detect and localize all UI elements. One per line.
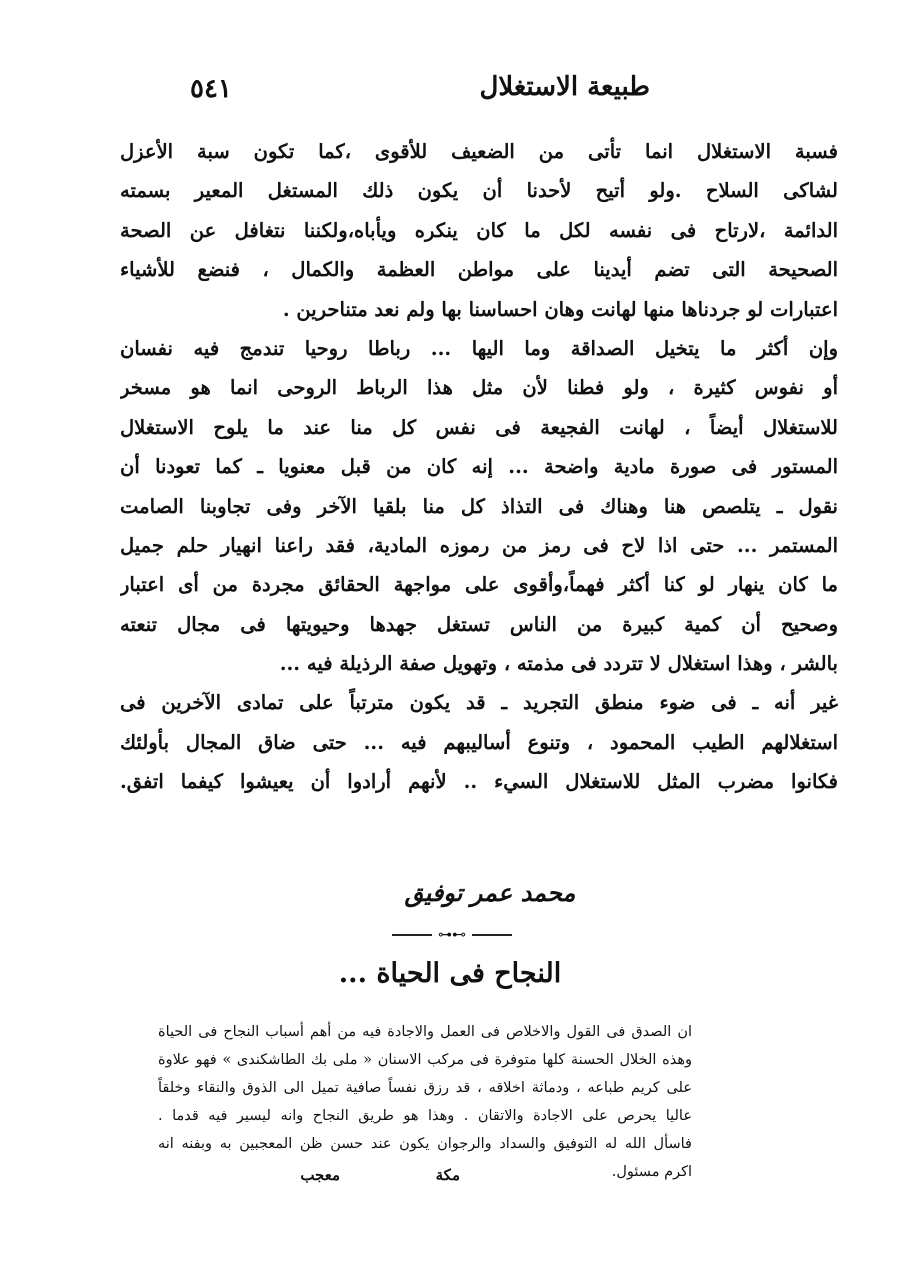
body-line: فسبة الاستغلال انما تأتى من الضعيف للأقوى ،كما تكون سبة الأعزل: [120, 140, 838, 163]
body-line: الدائمة ،لارتاح فى نفسه لكل ما كان ينكره ويأباه،ولكننا نتغافل عن الصحة: [120, 218, 838, 242]
section-line: اكرم مسئول.: [611, 1164, 692, 1180]
author-signature: محمد عمر توفيق: [404, 878, 576, 907]
body-line: المستور فى صورة مادية واضحة ... إنه كان من قبل معنويا ـ كما تعودنا أن: [120, 455, 838, 479]
body-line: للاستغلال أيضاً ، لهانت الفجيعة فى نفس كل منا عند ما يلوح الاستغلال: [120, 415, 838, 439]
body-line: غير أنه ـ فى ضوء منطق التجريد ـ قد يكون مترتباً على تمادى الآخرين فى: [120, 691, 838, 715]
running-title: طبيعة الاستغلال: [479, 72, 650, 102]
page-number: ٥٤١: [190, 74, 232, 104]
divider-rule-right: [472, 934, 512, 936]
body-line: أو نفوس كثيرة ، ولو فطنا لأن مثل هذا الرباط الروحى انما هو مسخر: [120, 376, 838, 400]
body-line: الصحيحة التى تضم أيدينا على مواطن العظمة والكمال ، فنضع للأشياء: [120, 258, 838, 282]
body-line: اعتبارات لو جردناها منها لهانت وهان احساسنا بها ولم نعد متناحرين .: [282, 297, 838, 321]
section-divider-ornament: [392, 926, 512, 944]
article-body: [120, 132, 838, 802]
body-line: ما كان ينهار لو كنا أكثر فهماً،وأقوى على مواجهة الحقائق مجردة من أى اعتبار: [120, 573, 838, 597]
section-line: على كريم طباعه ، ودماثة اخلاقه ، قد رزق نفساً صافية تميل الى الذوق والنقاء وخلقاً: [158, 1080, 692, 1096]
page-header: [190, 72, 650, 112]
body-line: وصحيح أن كمية كبيرة من الناس تستغل جهدها وحيويتها فى مجال تنعته: [120, 612, 838, 636]
divider-knot-icon: ⊶⊷: [438, 927, 466, 943]
footer-word-signoff: معجب: [300, 1166, 340, 1184]
section-footer: [260, 1166, 460, 1190]
section-title: النجاح فى الحياة ...: [338, 958, 562, 989]
body-line: وإن أكثر ما يتخيل الصداقة وما اليها ... رباطا روحيا تندمج فيه نفسان: [120, 336, 838, 360]
section-body: [158, 1018, 692, 1186]
body-line: استغلالهم الطيب المحمود ، وتنوع أساليبهم فيه ... حتى ضاق المجال بأولئك: [120, 730, 838, 754]
divider-rule-left: [392, 934, 432, 936]
section-line: فاسأل الله له التوفيق والسداد والرجوان يكون عند حسن ظن المعجبين به وبفنه انه: [158, 1136, 692, 1152]
body-line: نقول ـ يتلصص هنا وهناك فى التذاذ كل منا بلقيا الآخر وفى تجاوبنا الصامت: [120, 494, 838, 518]
body-line: فكانوا مضرب المثل للاستغلال السيء .. لأنهم أرادوا أن يعيشوا كيفما اتفق.: [120, 770, 838, 794]
section-line: وهذه الخلال الحسنة كلها متوفرة فى مركب الاسنان « ملى بك الطاشكندى » فهو علاوة: [158, 1052, 692, 1068]
section-line: عاليا يحرص على الاجادة والاتقان . وهذا هو طريق النجاح وانه ليسير فيه قدما .: [158, 1108, 692, 1124]
footer-word-city: مكة: [435, 1166, 460, 1184]
body-line: لشاكى السلاح .ولو أتيح لأحدنا أن يكون ذلك المستغل المعير بسمته: [120, 179, 838, 203]
section-line: ان الصدق فى القول والاخلاص فى العمل والاجادة فيه من أهم أسباب النجاح فى الحياة: [158, 1024, 692, 1040]
body-line: بالشر ، وهذا استغلال لا تتردد فى مذمته ، وتهويل صفة الرذيلة فيه ...: [279, 652, 838, 676]
body-line: المستمر ... حتى اذا لاح فى رمز من رموزه المادية، فقد راعنا انهيار حلم جميل: [120, 533, 838, 557]
